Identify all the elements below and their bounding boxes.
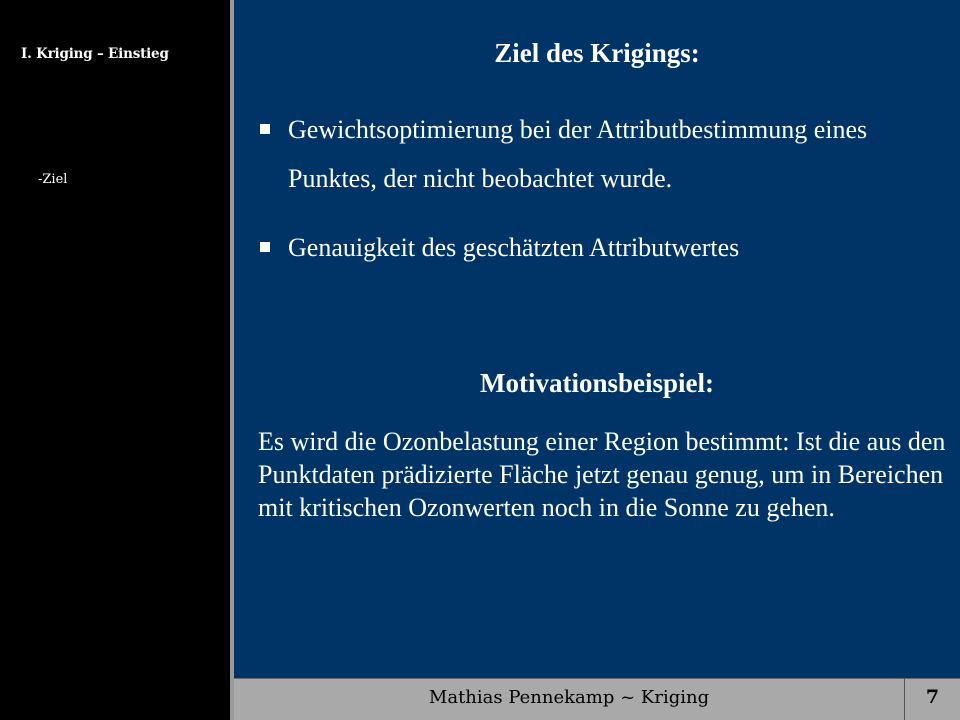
footer [234,678,960,720]
bullet-item [258,223,948,272]
sidebar-subsection: -Ziel [38,172,68,187]
sidebar-section-title: I. Kriging – Einstieg [21,46,169,62]
bullet-text: Genauigkeit des geschätzten Attributwertes [288,233,740,262]
slide-content [234,0,960,678]
page-number: 7 [925,686,940,708]
square-bullet-icon [260,124,270,134]
motivation-text: Es wird die Ozonbelastung einer Region bestimmt: Ist die aus den Punktdaten prädizierte Fläche jetzt genau genug, um in Bereichen mit kritischen Ozonwerten noch in die Sonne zu gehen. [258,427,946,522]
slide-title: Ziel des Krigings: [494,38,700,68]
bullet-list [258,105,948,292]
sidebar [0,0,230,720]
bullet-item [258,105,948,203]
footer-border [234,678,960,679]
bullet-text: Gewichtsoptimierung bei der Attributbestimmung eines Punktes, der nicht beobachtet wurde. [288,115,868,193]
square-bullet-icon [260,242,270,252]
motivation-title: Motivationsbeispiel: [480,368,714,398]
footer-author: Mathias Pennekamp ~ Kriging [428,687,710,708]
